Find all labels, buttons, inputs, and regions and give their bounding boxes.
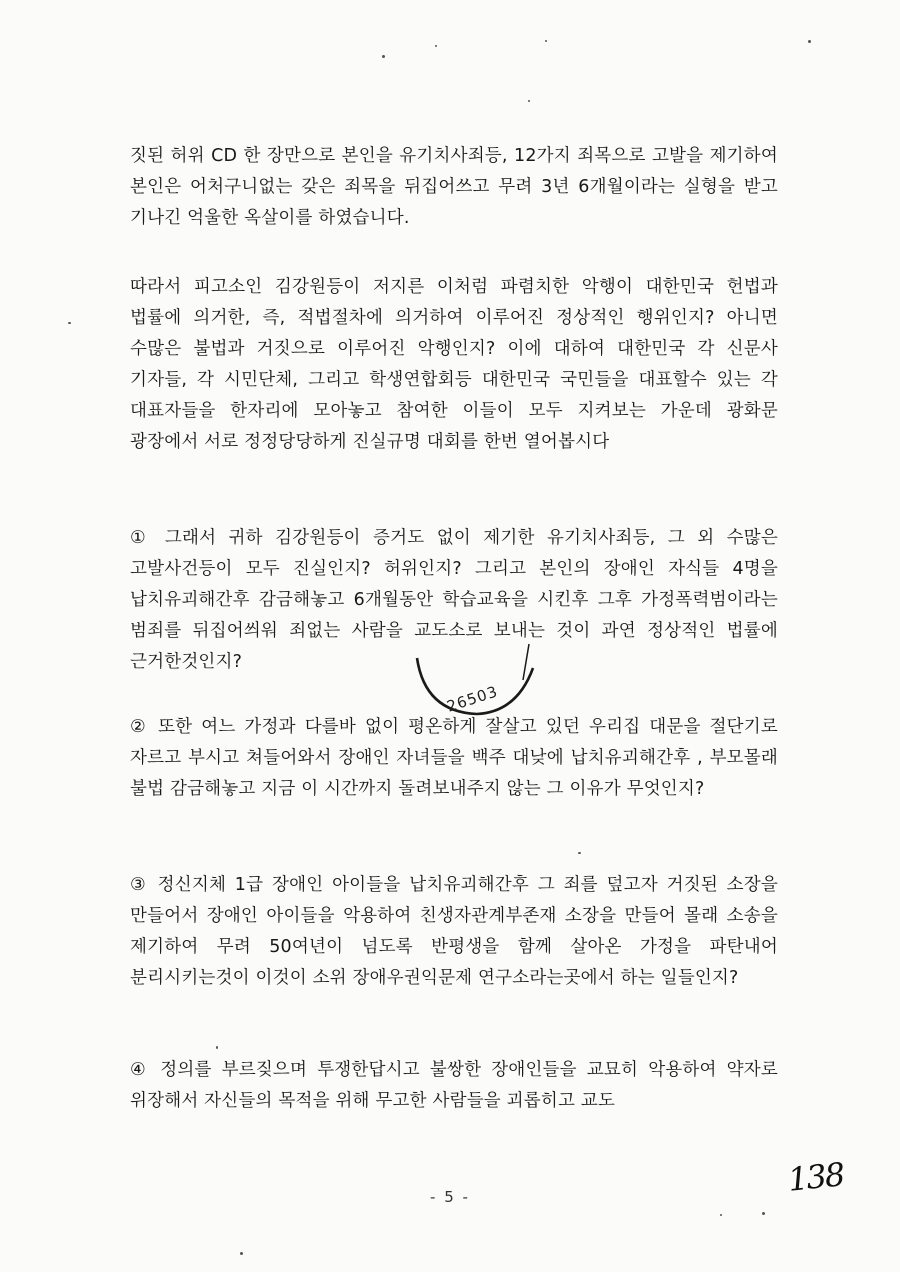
scan-speck <box>720 1214 722 1216</box>
handwritten-page-number: 138 <box>786 1155 845 1199</box>
paragraph-2: 따라서 피고소인 김강원등이 저지른 이처럼 파렴치한 악행이 대한민국 헌법과 법률에 의거한, 즉, 적법절차에 의거하여 이루어진 정상적인 행위인지? 아니면 수많은 불법과 거짓으로 이루어진 악행인지? 이에 대하여 대한민국 각 신문사 기자들, 각 시민단체, 그리고 학생연합회등 대한민국 국민들을 대표할수 있는 각 대표자들을 한자리에 모아놓고 참여한 이들이 모두 지켜보는 가운데 광화문 광장에서 서로 정정당당하게 진실규명 대회를 한번 열어봅시다 <box>130 277 778 452</box>
scan-speck <box>216 1046 218 1049</box>
paragraph-5: ③ 정신지체 1급 장애인 아이들을 납치유괴해간후 그 죄를 덮고자 거짓된 소장을 만들어서 장애인 아이들을 악용하여 친생자관계부존재 소장을 만들어 몰래 소송을 제기하여 무려 50여년이 넘도록 반평생을 함께 살아온 가정을 파탄내어 분리시키는것이 이것이 소위 장애우권익문제 연구소라는곳에서 하는 일들인지? <box>130 875 778 988</box>
receipt-stamp <box>405 640 545 720</box>
scan-speck <box>240 1252 243 1255</box>
scan-speck <box>435 45 437 47</box>
paragraph-4: ② 또한 여느 가정과 다를바 없이 평온하게 잘살고 있던 우리집 대문을 절단기로 자르고 부시고 쳐들어와서 장애인 자녀들을 백주 대낮에 납치유괴해간후 , 부모몰래 불법 감금해놓고 지금 이 시간까지 돌려보내주지 않는 그 이유가 무엇인지? <box>130 717 778 799</box>
scan-speck <box>528 100 530 102</box>
scan-speck <box>382 55 385 58</box>
scan-speck <box>545 40 547 42</box>
scan-speck <box>762 1212 765 1215</box>
scan-speck <box>578 852 581 854</box>
paragraph-3: ① 그래서 귀하 김강원등이 증거도 없이 제기한 유기치사죄등, 그 외 수많은 고발사건등이 모두 진실인지? 허위인지? 그리고 본인의 장애인 자식들 4명을 납치유괴해간후 감금해놓고 6개월동안 학습교육을 시킨후 그후 가정폭력범이라는 범죄를 뒤집어씌워 죄없는 사람을 교도소로 보내는 것이 과연 정상적인 법률에 근거한것인지? <box>130 528 778 672</box>
paragraph-1: 짓된 허위 CD 한 장만으로 본인을 유기치사죄등, 12가지 죄목으로 고발을 제기하여 본인은 어처구니없는 갖은 죄목을 뒤집어쓰고 무려 3년 6개월이라는 실형을 받고 기나긴 억울한 옥살이를 하였습니다. <box>130 146 778 228</box>
paragraph-6: ④ 정의를 부르짖으며 투쟁한답시고 불쌍한 장애인들을 교묘히 악용하여 약자로 위장해서 자신들의 목적을 위해 무고한 사람들을 괴롭히고 교도 <box>130 1060 778 1111</box>
stamp-number: 26503 <box>444 682 501 716</box>
scan-speck <box>68 322 71 324</box>
scan-speck <box>808 40 811 43</box>
page-number: - 5 - <box>430 1188 470 1206</box>
